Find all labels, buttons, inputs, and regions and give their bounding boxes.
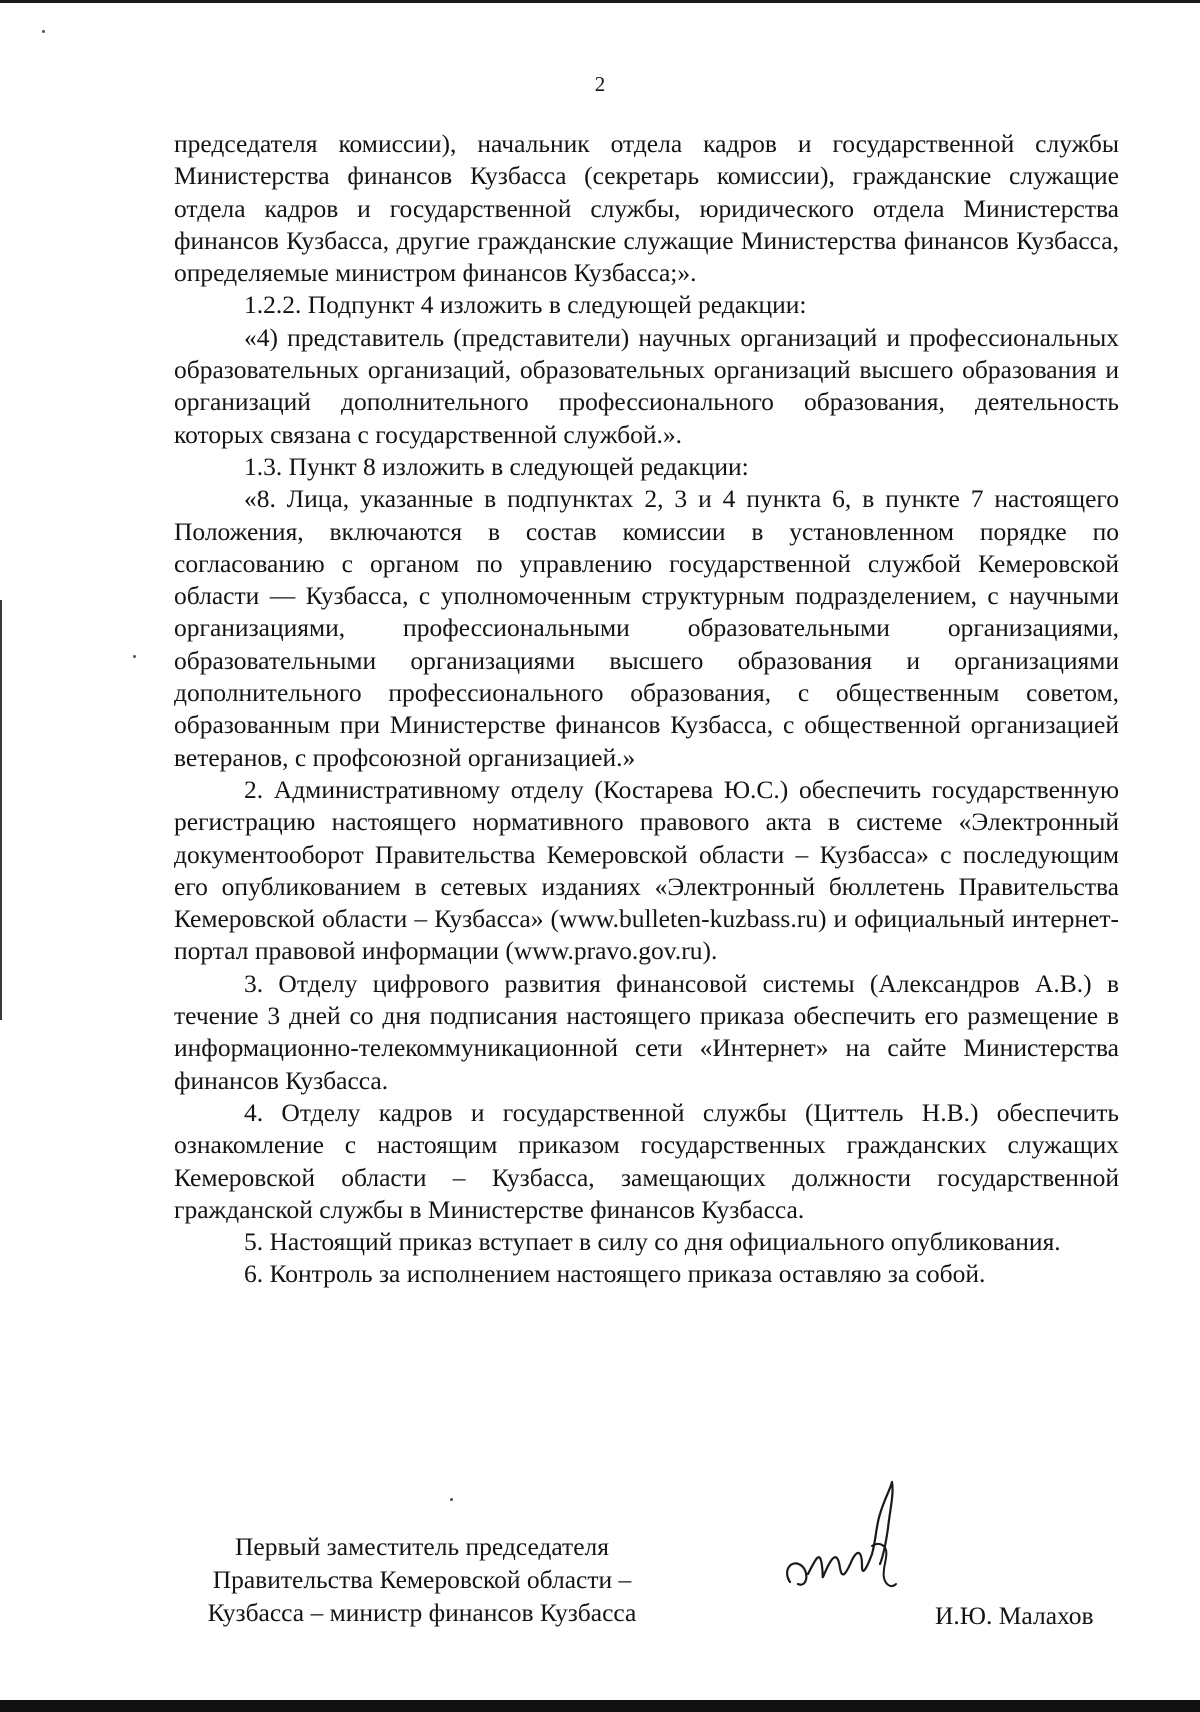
- scan-edge-bottom: [0, 1700, 1200, 1712]
- signatory-position-line: Правительства Кемеровской области –: [212, 1565, 632, 1594]
- paragraph: 6. Контроль за исполнением настоящего приказа оставляю за собой.: [244, 1259, 986, 1289]
- document-body: [174, 128, 1119, 1291]
- paragraph: 2. Административному отделу (Костарева Ю.С.) обеспечить государственную регистрацию настоящего нормативного правового акта в системе «Электронный документооборот Правительства Кемеровской области – Кузбасса» с последующим его опубликованием в сетевых изданиях «Электронный бюллетень Правительства Кемеровской области – Кузбасса» (www.bulleten-kuzbass.ru) и официальный интернет-портал правовой информации (www.pravo.gov.ru).: [174, 774, 1119, 966]
- scan-speck: [133, 655, 136, 658]
- paragraph: «8. Лица, указанные в подпунктах 2, 3 и 4 пункта 6, в пункте 7 настоящего Положения, включаются в состав комиссии в установленном порядке по согласованию с органом по управлению государственной службой Кемеровской области — Кузбасса, с уполномоченным структурным подразделением, с научными организациями, профессиональными образовательными организациями, образовательными организациями высшего образования и организациями дополнительного профессионального образования, с общественным советом, образованным при Министерстве финансов Кузбасса, с общественной организацией ветеранов, с профсоюзной организацией.»: [174, 484, 1119, 772]
- scan-speck: [42, 30, 45, 33]
- paragraph: 3. Отделу цифрового развития финансовой системы (Александров А.В.) в течение 3 дней со дня подписания настоящего приказа обеспечить его размещение в информационно-телекоммуникационной сети «Интернет» на сайте Министерства финансов Кузбасса.: [174, 968, 1119, 1095]
- page-number: 2: [594, 72, 606, 96]
- signatory-position-line: Кузбасса – министр финансов Кузбасса: [207, 1598, 637, 1627]
- paragraph: 5. Настоящий приказ вступает в силу со дня официального опубликования.: [244, 1227, 1061, 1257]
- signatory-position-line: Первый заместитель председателя: [235, 1532, 609, 1561]
- scan-edge-top: [0, 0, 1200, 3]
- paragraph: «4) представитель (представители) научных организаций и профессиональных образовательных организаций, образовательных организаций высшего образования и организаций дополнительного профессионального образования, деятельность которых связана с государственной службой.».: [174, 322, 1119, 449]
- scan-edge-left: [0, 600, 2, 1020]
- paragraph: председателя комиссии), начальник отдела кадров и государственной службы Министерства финансов Кузбасса (секретарь комиссии), гражданские служащие отдела кадров и государственной службы, юридического отдела Министерства финансов Кузбасса, другие гражданские служащие Министерства финансов Кузбасса, определяемые министром финансов Кузбасса;».: [174, 129, 1119, 288]
- handwritten-signature: [780, 1470, 940, 1610]
- signatory-position: [172, 1530, 672, 1629]
- signatory-name: И.Ю. Малахов: [935, 1601, 1094, 1630]
- paragraph: 1.2.2. Подпункт 4 изложить в следующей редакции:: [244, 290, 807, 320]
- paragraph: 4. Отделу кадров и государственной службы (Циттель Н.В.) обеспечить ознакомление с настоящим приказом государственных гражданских служащих Кемеровской области – Кузбасса, замещающих должности государственной гражданской службы в Министерстве финансов Кузбасса.: [174, 1097, 1119, 1224]
- paragraph: 1.3. Пункт 8 изложить в следующей редакции:: [244, 451, 749, 481]
- scan-speck: [450, 1498, 453, 1501]
